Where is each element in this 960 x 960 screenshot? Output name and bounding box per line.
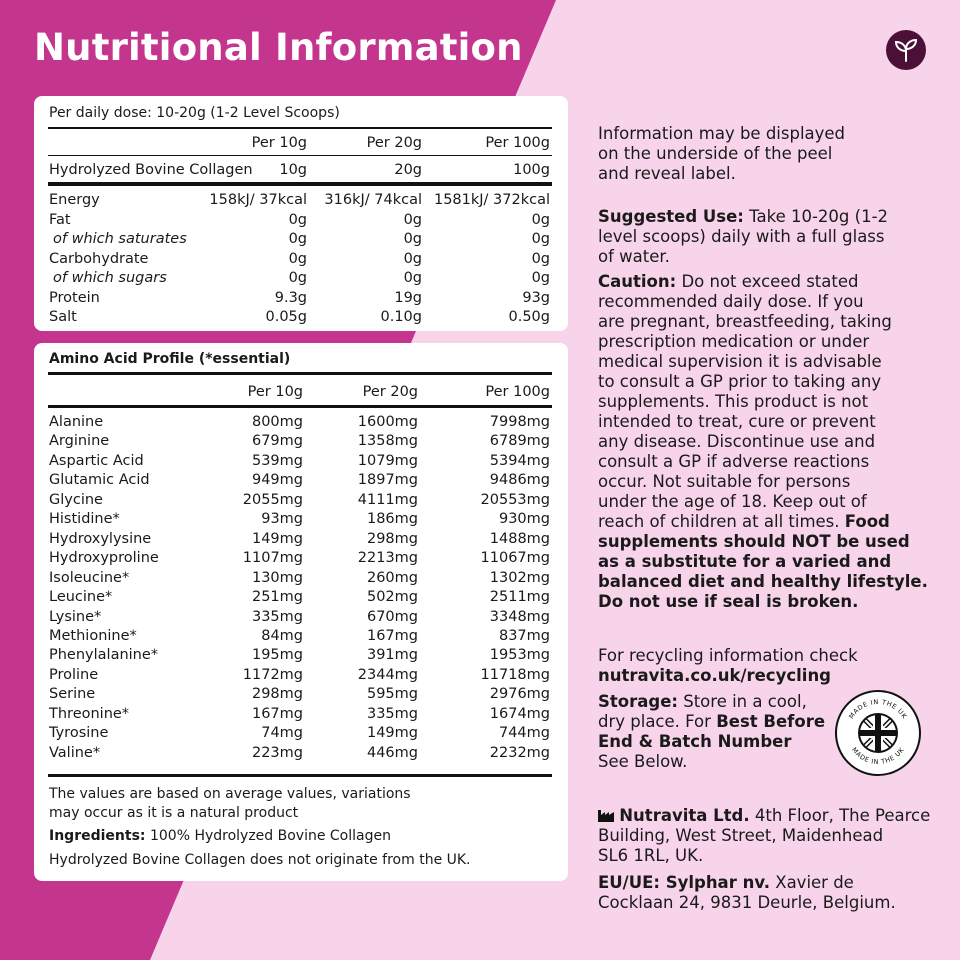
text-line [598, 712, 825, 732]
text-line: on the underside of the peel [598, 144, 833, 163]
cell-20g: 149mg [366, 725, 418, 742]
table-row [34, 452, 568, 472]
cell-10g: 158kJ/ 37kcal [209, 192, 307, 208]
caution-label: Caution: [598, 272, 677, 291]
note-line: may occur as it is a natural product [49, 805, 299, 821]
table-row [34, 269, 568, 289]
eu-info [598, 873, 896, 913]
cell-10g: 0g [288, 270, 307, 286]
table-row [34, 510, 568, 530]
text-line [598, 207, 888, 227]
badge-text-top: MADE IN THE UK [847, 697, 909, 721]
table-row [34, 549, 568, 569]
cell-20g: 260mg [366, 569, 418, 586]
cell-10g: 2055mg [242, 491, 303, 508]
cell-20g: 2213mg [357, 550, 418, 567]
text-line: supplements. This product is not [598, 392, 869, 411]
text-span: 4th Floor, The Pearce [749, 806, 931, 825]
ingredients-text: 100% Hydrolyzed Bovine Collagen [149, 828, 391, 844]
cell-20g: 1897mg [357, 472, 418, 489]
table-row [34, 191, 568, 211]
cell-100g: 6789mg [489, 433, 550, 450]
page-title: Nutritional Information [34, 26, 523, 69]
origin-note: Hydrolyzed Bovine Collagen does not originate from the UK. [49, 852, 471, 868]
row-label: Energy [49, 192, 100, 208]
union-flag-icon [857, 712, 899, 754]
cell-10g: 223mg [251, 744, 303, 761]
cell-100g: 1488mg [489, 530, 550, 547]
text-line: SL6 1RL, UK. [598, 846, 704, 865]
cell-100g: 5394mg [489, 452, 550, 469]
cell-20g: 0g [403, 231, 422, 247]
header-per-100g: Per 100g [485, 384, 550, 400]
cell-20g: 1358mg [357, 433, 418, 450]
cell-10g: 1172mg [242, 666, 303, 683]
table-row [34, 569, 568, 589]
row-label: Valine* [49, 744, 101, 761]
row-label: Methionine* [49, 627, 137, 644]
cell-10g: 679mg [251, 433, 303, 450]
header-per-10g: Per 10g [247, 384, 303, 400]
cell-20g: 335mg [366, 705, 418, 722]
text-line: balanced diet and healthy lifestyle. [598, 572, 928, 591]
divider [48, 182, 552, 186]
suggested-label: Suggested Use: [598, 207, 744, 226]
row-label: Hydroxylysine [49, 530, 152, 547]
table-row [34, 627, 568, 647]
cell-20g: 0g [403, 250, 422, 267]
cell-20g: 0.10g [380, 309, 422, 325]
text-line: occur. Not suitable for persons [598, 472, 851, 491]
row-label: Glutamic Acid [49, 472, 150, 489]
table-row [34, 211, 568, 231]
company-name: Nutravita Ltd. [619, 806, 750, 825]
table-row [34, 432, 568, 452]
cell-100g: 1581kJ/ 372kcal [433, 192, 550, 208]
cell-100g: 0.50g [508, 309, 550, 325]
text-line: level scoops) daily with a full glass [598, 227, 885, 246]
note-line: The values are based on average values, variations [49, 786, 411, 802]
text-line: prescription medication or under [598, 332, 870, 351]
text-span: Do not exceed stated [676, 272, 859, 291]
text-line: For recycling information check [598, 646, 858, 665]
cell-10g: 130mg [251, 569, 303, 586]
cell-100g: 93g [522, 289, 550, 306]
cell-10g: 0g [288, 250, 307, 267]
divider [48, 405, 552, 408]
cell-10g: 335mg [251, 608, 303, 625]
eu-label: EU/UE: Sylphar nv. [598, 873, 771, 892]
cell-20g: 20g [394, 162, 422, 178]
table-row [34, 685, 568, 705]
divider [48, 372, 552, 375]
cell-100g: 100g [513, 162, 550, 178]
row-label: Salt [49, 309, 77, 325]
row-label: Serine [49, 686, 96, 703]
text-span: Take 10-20g (1-2 [743, 207, 889, 226]
text-line [598, 692, 825, 712]
cell-100g: 744mg [498, 725, 550, 742]
caution [598, 272, 928, 612]
cell-20g: 502mg [366, 589, 418, 606]
row-label: of which saturates [53, 231, 187, 247]
text-span: Best Before [716, 712, 826, 731]
table-row [34, 608, 568, 628]
cell-10g: 800mg [251, 414, 303, 430]
table-row [34, 413, 568, 433]
cell-10g: 167mg [251, 705, 303, 722]
table-row [34, 744, 568, 764]
row-label: Protein [49, 289, 100, 306]
badge-text-bottom: MADE IN THE UK [850, 745, 906, 767]
cell-100g: 1953mg [489, 647, 550, 664]
recycling-link[interactable]: nutravita.co.uk/recycling [598, 666, 831, 685]
header-per-20g: Per 20g [366, 135, 422, 151]
text-line [598, 806, 930, 826]
text-span: Xavier de [770, 873, 854, 892]
cell-10g: 251mg [251, 589, 303, 606]
row-label: Proline [49, 666, 99, 683]
cell-10g: 298mg [251, 686, 303, 703]
table-row [34, 230, 568, 250]
table-row [34, 530, 568, 550]
cell-100g: 0g [531, 250, 550, 267]
table-row [34, 588, 568, 608]
text-span: Food [844, 512, 890, 531]
cell-10g: 0g [288, 211, 307, 228]
text-line: medical supervision it is advisable [598, 352, 882, 371]
cell-20g: 1079mg [357, 452, 418, 469]
text-line: to consult a GP prior to taking any [598, 372, 882, 391]
cell-20g: 1600mg [357, 414, 418, 430]
leaf-sprout-icon [886, 30, 926, 70]
amino-title: Amino Acid Profile (*essential) [49, 351, 291, 367]
text-line: as a substitute for a varied and [598, 552, 892, 571]
cell-20g: 446mg [366, 744, 418, 761]
row-label: Carbohydrate [49, 250, 149, 267]
cell-20g: 595mg [366, 686, 418, 703]
cell-100g: 0g [531, 270, 550, 286]
collagen-row [34, 161, 568, 181]
cell-100g: 2976mg [489, 686, 550, 703]
cell-10g: 149mg [251, 530, 303, 547]
ingredients-label: Ingredients: [49, 828, 146, 844]
made-in-uk-badge [835, 690, 921, 776]
cell-10g: 0g [288, 231, 307, 247]
row-label: Phenylalanine* [49, 647, 159, 664]
text-span: dry place. For [598, 712, 717, 731]
divider [48, 127, 552, 129]
table-row [34, 666, 568, 686]
table-row [34, 724, 568, 744]
row-label: Threonine* [49, 705, 130, 722]
table-row [34, 646, 568, 666]
cell-100g: 2511mg [489, 589, 550, 606]
row-label: Glycine [49, 491, 103, 508]
storage-label: Storage: [598, 692, 678, 711]
cell-10g: 84mg [261, 627, 303, 644]
cell-100g: 3348mg [489, 608, 550, 625]
suggested-use [598, 207, 888, 267]
header-per-20g: Per 20g [362, 384, 418, 400]
text-line: are pregnant, breastfeeding, taking [598, 312, 892, 331]
factory-icon [598, 808, 614, 822]
cell-100g: 2232mg [489, 744, 550, 761]
amino-acid-table [34, 343, 568, 881]
divider [48, 774, 552, 777]
cell-100g: 11067mg [480, 550, 550, 567]
nutrition-header-row [34, 134, 568, 154]
cell-20g: 186mg [366, 511, 418, 528]
row-label: Alanine [49, 414, 104, 430]
cell-100g: 20553mg [480, 491, 550, 508]
cell-10g: 1107mg [242, 550, 303, 567]
cell-20g: 0g [403, 211, 422, 228]
cell-10g: 949mg [251, 472, 303, 489]
cell-100g: 0g [531, 231, 550, 247]
cell-10g: 10g [279, 162, 307, 178]
text-line: intended to treat, cure or prevent [598, 412, 876, 431]
text-line: consult a GP if adverse reactions [598, 452, 870, 471]
cell-20g: 167mg [366, 627, 418, 644]
table-row [34, 250, 568, 270]
text-line: See Below. [598, 752, 688, 771]
storage-info [598, 692, 825, 772]
row-label: of which sugars [53, 270, 167, 286]
table-row [34, 705, 568, 725]
row-label: Lysine* [49, 608, 102, 625]
text-span: Store in a cool, [677, 692, 807, 711]
cell-100g: 930mg [498, 511, 550, 528]
cell-10g: 195mg [251, 647, 303, 664]
text-line: Cocklaan 24, 9831 Deurle, Belgium. [598, 893, 896, 912]
cell-100g: 1302mg [489, 569, 550, 586]
text-line: and reveal label. [598, 164, 736, 183]
row-label: Isoleucine* [49, 569, 130, 586]
recycling-info [598, 646, 858, 686]
cell-20g: 316kJ/ 74kcal [324, 192, 422, 208]
text-line: recommended daily dose. If you [598, 292, 864, 311]
text-span: reach of children at all times. [598, 512, 845, 531]
text-line: supplements should NOT be used [598, 532, 910, 551]
table-row [34, 471, 568, 491]
cell-20g: 0g [403, 270, 422, 286]
cell-10g: 74mg [261, 725, 303, 742]
cell-20g: 19g [394, 289, 422, 306]
text-line: Information may be displayed [598, 124, 846, 143]
cell-20g: 298mg [366, 530, 418, 547]
nutrition-table [34, 96, 568, 331]
cell-20g: 670mg [366, 608, 418, 625]
text-line [598, 512, 928, 532]
cell-20g: 391mg [366, 647, 418, 664]
text-line: of water. [598, 247, 670, 266]
row-label: Histidine* [49, 511, 120, 528]
text-line [598, 873, 896, 893]
row-label: Hydroxyproline [49, 550, 159, 567]
row-label: Arginine [49, 433, 110, 450]
cell-20g: 4111mg [357, 491, 418, 508]
cell-100g: 11718mg [480, 666, 550, 683]
amino-header-row [34, 383, 568, 403]
cell-20g: 2344mg [357, 666, 418, 683]
cell-100g: 7998mg [489, 414, 550, 430]
nutrition-title: Per daily dose: 10-20g (1-2 Level Scoops) [49, 105, 340, 121]
cell-10g: 9.3g [274, 289, 307, 306]
cell-10g: 0.05g [265, 309, 307, 325]
cell-100g: 1674mg [489, 705, 550, 722]
cell-100g: 837mg [498, 627, 550, 644]
cell-100g: 9486mg [489, 472, 550, 489]
text-line: Do not use if seal is broken. [598, 592, 859, 611]
text-line: Building, West Street, Maidenhead [598, 826, 884, 845]
header-per-10g: Per 10g [251, 135, 307, 151]
row-label: Fat [49, 211, 71, 228]
divider [48, 155, 552, 156]
cell-10g: 93mg [261, 511, 303, 528]
header-per-100g: Per 100g [485, 135, 550, 151]
cell-10g: 539mg [251, 452, 303, 469]
company-info [598, 806, 930, 866]
text-line: any disease. Discontinue use and [598, 432, 876, 451]
table-row [34, 289, 568, 309]
text-line [598, 272, 928, 292]
row-label: Tyrosine [49, 725, 109, 742]
row-label: Aspartic Acid [49, 452, 144, 469]
table-row [34, 308, 568, 328]
text-line: under the age of 18. Keep out of [598, 492, 867, 511]
cell-100g: 0g [531, 211, 550, 228]
text-line: End & Batch Number [598, 732, 792, 751]
row-label: Hydrolyzed Bovine Collagen [49, 162, 253, 178]
row-label: Leucine* [49, 589, 113, 606]
ingredients [49, 827, 391, 846]
display-info [598, 124, 845, 184]
table-row [34, 491, 568, 511]
